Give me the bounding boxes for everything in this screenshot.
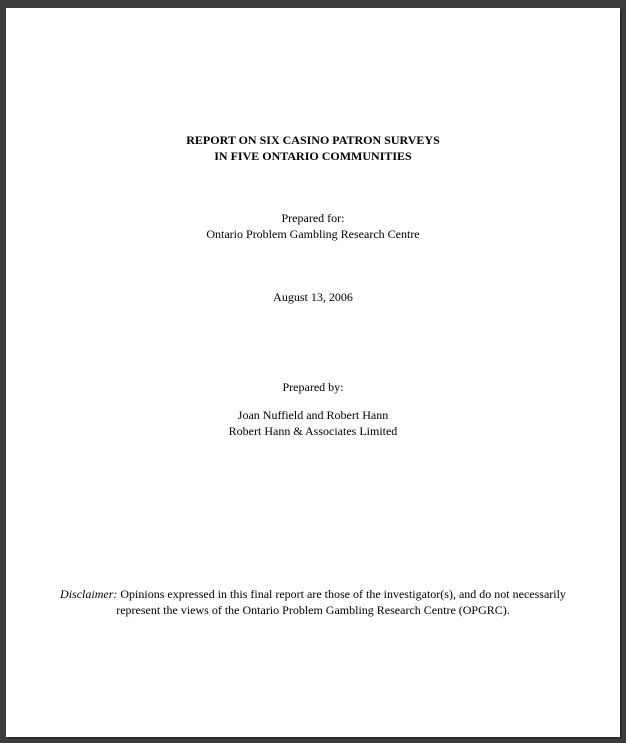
prepared-by-label-section [6, 379, 620, 395]
authors-company: Robert Hann & Associates Limited [228, 424, 398, 438]
disclaimer-section [46, 586, 580, 618]
disclaimer-label: Disclaimer: [60, 587, 118, 601]
report-title-line-2: IN FIVE ONTARIO COMMUNITIES [214, 149, 412, 163]
document-page [6, 8, 620, 737]
authors-names: Joan Nuffield and Robert Hann [237, 408, 389, 422]
prepared-by-label: Prepared by: [282, 380, 344, 394]
report-date-text: August 13, 2006 [273, 290, 353, 304]
report-title [6, 132, 620, 164]
prepared-for-section [6, 210, 620, 242]
disclaimer-line-2: represent the views of the Ontario Problem Gambling Research Centre (OPGRC). [116, 603, 510, 617]
disclaimer-text-1: Opinions expressed in this final report are those of the investigator(s), and do not necessarily [117, 587, 566, 601]
report-title-line-1: REPORT ON SIX CASINO PATRON SURVEYS [186, 133, 440, 147]
authors-section [6, 407, 620, 439]
prepared-for-label: Prepared for: [281, 211, 345, 225]
disclaimer-line-1 [46, 586, 580, 602]
report-date [6, 289, 620, 305]
prepared-for-organization: Ontario Problem Gambling Research Centre [206, 227, 420, 241]
